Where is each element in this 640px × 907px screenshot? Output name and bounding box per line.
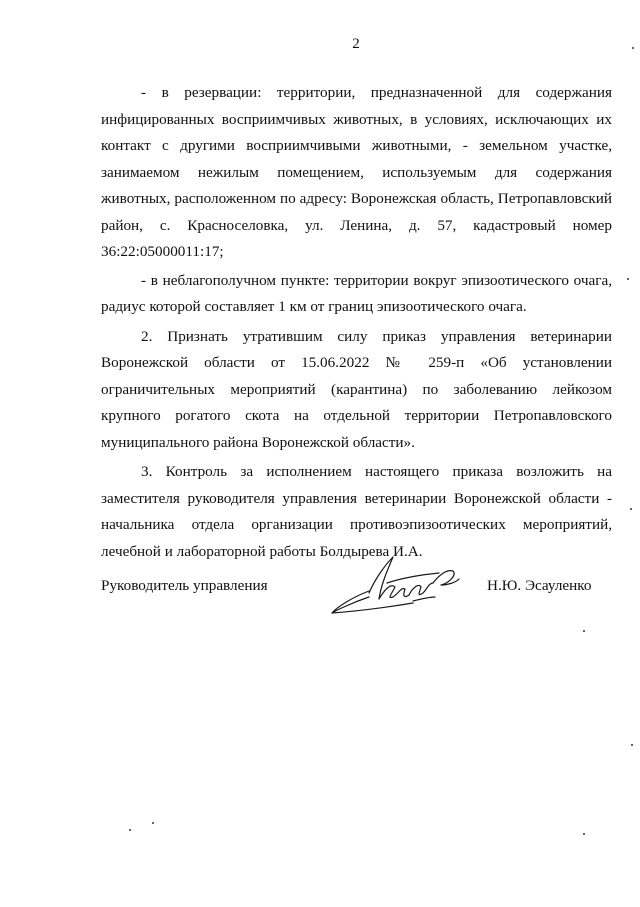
scan-speck bbox=[129, 829, 131, 831]
scan-speck bbox=[152, 822, 154, 824]
scan-speck bbox=[583, 833, 585, 835]
signature-block bbox=[101, 575, 601, 615]
page-number: 2 bbox=[352, 36, 360, 52]
scan-speck bbox=[583, 630, 585, 632]
paragraph-unfavorable-point: - в неблагополучном пункте: территории вокруг эпизоотического очага, радиус которой составляет 1 км от границ эпизоотического очага. bbox=[101, 271, 612, 315]
scan-speck bbox=[627, 278, 629, 280]
handwritten-signature bbox=[329, 553, 471, 621]
scan-speck bbox=[632, 47, 634, 49]
paragraph-reservation: - в резервации: территории, предназначенной для содержания инфицированных восприимчивых животных, в условиях, исключающих их контакт с другими восприимчивыми животными, - земельном участке, занимаемом нежилым помещением, используемым для содержания животных, расположенном по адресу: Воронежская область, Петропавловский район, с. Красноселовка, ул. Ленина, д. 57, кадастровый номер 36:22:05000011:17; bbox=[101, 84, 612, 260]
scan-speck bbox=[630, 508, 632, 510]
paragraph-control: 3. Контроль за исполнением настоящего приказа возложить на заместителя руководителя управления ветеринарии Воронежской области - начальника отдела организации противоэпизоотических мероприятий, лечебной и лабораторной работы Болдырева И.А. bbox=[101, 463, 612, 560]
paragraph-repeal-order: 2. Признать утратившим силу приказ управления ветеринарии Воронежской области от 15.06.2022 № 259-п «Об установлении ограничительных мероприятий (карантина) по заболеванию лейкозом крупного рогатого скота на отдельной территории Петропавловского муниципального района Воронежской области». bbox=[101, 327, 612, 451]
signatory-title: Руководитель управления bbox=[101, 577, 268, 594]
scan-speck bbox=[631, 744, 633, 746]
document-body bbox=[101, 80, 612, 565]
signatory-name: Н.Ю. Эсауленко bbox=[487, 577, 592, 594]
